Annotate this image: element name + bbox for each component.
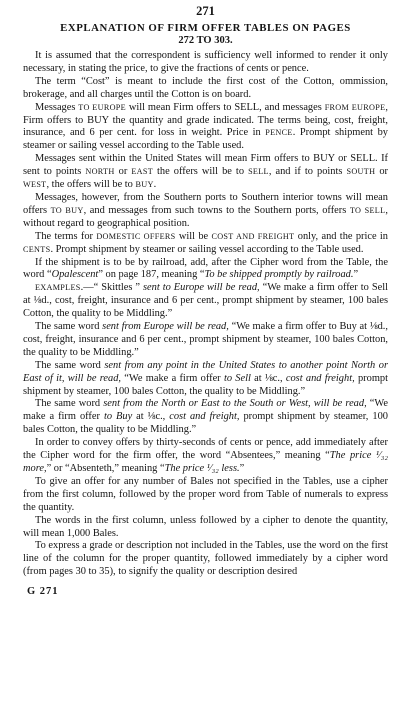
paragraph-us-messages: Messages sent within the United States will mean Firm offers to BUY or SELL. If sent to points NORTH or EAST the offers will be to SELL, and if to points SOUTH or WEST, the offers will be to BUY. (23, 153, 388, 191)
paragraph-domestic-terms: The terms for DOMESTIC OFFERS will be COST AND FREIGHT only, and the price in CENTS. Prompt shipment by steamer or sailing vessel according to the Table used. (23, 230, 388, 255)
paragraph-grade-description: To express a grade or description not included in the Tables, use the word on the first line of the column for the proper quantity, followed immediately by a cipher word (from pages 30 to 35), to signify the quality or description desired (23, 540, 388, 578)
paragraph-southern-ports: Messages, however, from the Southern ports to Southern interior towns will mean offers TO BUY, and messages from such towns to the Southern ports, offers TO SELL, without regard to geographical position. (23, 191, 388, 229)
paragraph-examples: EXAMPLES.—“ Skittles ” sent to Europe will be read, “We make a firm offer to Sell at ⅛d., cost, freight, insurance and 6 per cent., prompt shipment by steamer, 100 bales Cotton, the quality to be Middling.” (23, 282, 388, 320)
page-subtitle: 272 TO 303. (178, 35, 233, 46)
paragraph-south-west-example: The same word sent from the North or East to the South or West, will be read, “We make a firm offer to Buy at ⅛c., cost and freight, prompt shipment by steamer, 100 bales Cotton, the quality to be Middling.” (23, 398, 388, 436)
signature-mark: G 271 (27, 586, 59, 598)
paragraph-railroad: If the shipment is to be by railroad, add, after the Cipher word from the Table, the word “Opalescent” on page 187, meaning “To be shipped promptly by railroad.” (23, 256, 388, 281)
paragraph-first-column: The words in the first column, unless followed by a cipher to denote the quantity, will mean 1,000 Bales. (23, 514, 388, 539)
document-page (23, 4, 388, 597)
paragraph-assumption: It is assumed that the correspondent is sufficiency well informed to render it only necessary, in stating the price, to give the fractions of cents or pence. (23, 50, 388, 74)
paragraph-from-europe-example: The same word sent from Europe will be read, “We make a firm offer to Buy at ⅛d., cost, freight, insurance and 6 per cent., prompt shipment by steamer, 100 bales Cotton, the quality to be Middling.” (23, 321, 388, 358)
paragraph-thirty-seconds: In order to convey offers by thirty-seconds of cents or pence, add immediately after the Cipher word for the firm offer, the word “Absentees,” meaning “The price ¹⁄₃₂ more,” or “Absenteth,” meaning “The price ¹⁄₃₂ less.” (23, 437, 388, 474)
paragraph-cost-definition: The term “Cost” is meant to include the first cost of the Cotton, ommission, brokerage, and all charges until the Cotton is on board. (23, 75, 388, 100)
page-number: 271 (196, 4, 215, 18)
paragraph-bales-offer: To give an offer for any number of Bales not specified in the Tables, use a cipher from the first column, followed by the proper word from Table of numerals to express the quantity. (23, 475, 388, 513)
paragraph-europe-messages: Messages TO EUROPE will mean Firm offers to SELL, and messages FROM EUROPE, Firm offers to BUY the quantity and grade indicated. The terms being, cost, freight, insurance, and 6 per cent. for loss in weight. Price in PENCE. Prompt shipment by steamer or sailing vessel according to the Table used. (23, 101, 388, 152)
paragraph-north-east-example: The same word sent from any point in the United States to another point North or East of it, will be read, “We make a firm offer to Sell at ⅛c., cost and freight, prompt shipment by steamer, 100 bales Cotton, the quality to be Middling.” (23, 359, 388, 397)
page-title: EXPLANATION OF FIRM OFFER TABLES ON PAGES (60, 22, 351, 34)
